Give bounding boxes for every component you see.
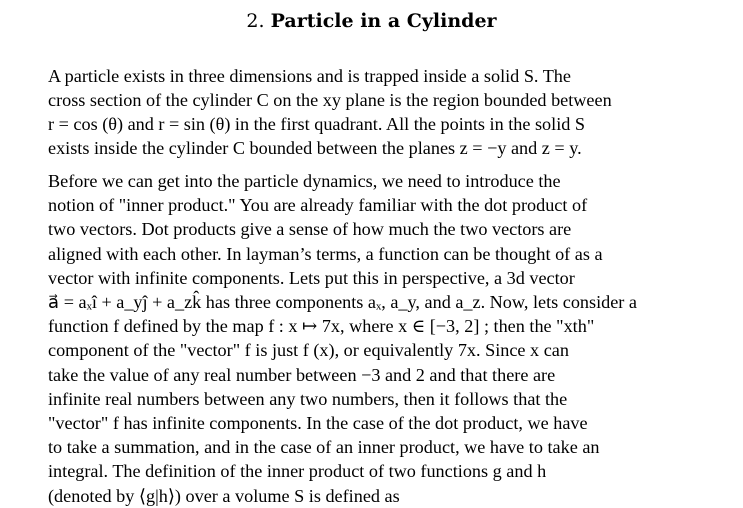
- text-line: infinite real numbers between any two numbers, then it follows that the: [48, 388, 568, 409]
- text-line: function f defined by the map f : x ↦ 7x, where x ∈ [−3, 2] ; then the "xth": [48, 316, 595, 337]
- text-line: two vectors. Dot products give a sense of how much the two vectors are: [48, 219, 572, 240]
- text-line: aligned with each other. In layman’s terms, a function can be thought of as a: [48, 243, 603, 264]
- text-line: (denoted by ⟨g|h⟩) over a volume S is defined as: [48, 485, 400, 506]
- text-line: r = cos (θ) and r = sin (θ) in the first quadrant. All the points in the solid S: [48, 114, 586, 134]
- section-title: Particle in a Cylinder: [270, 10, 497, 32]
- text-line: a⃗ = aₓî + a_yĵ + a_zk̂ has three components aₓ, a_y, and a_z. Now, lets consider a: [48, 292, 637, 313]
- text-line: notion of "inner product." You are already familiar with the dot product of: [48, 195, 588, 216]
- inner-product-paragraph: [48, 169, 712, 508]
- intro-paragraph: [48, 64, 712, 160]
- text-line: A particle exists in three dimensions and is trapped inside a solid S. The: [48, 66, 571, 86]
- text-line: cross section of the cylinder C on the xy plane is the region bounded between: [48, 90, 612, 110]
- text-line: to take a summation, and in the case of an inner product, we have to take an: [48, 437, 600, 458]
- text-line: vector with infinite components. Lets put this in perspective, a 3d vector: [48, 267, 575, 288]
- text-line: "vector" f has infinite components. In the case of the dot product, we have: [48, 413, 588, 434]
- section-heading: [0, 9, 743, 33]
- section-number: 2.: [246, 10, 265, 32]
- text-line: Before we can get into the particle dynamics, we need to introduce the: [48, 171, 561, 191]
- text-line: integral. The definition of the inner product of two functions g and h: [48, 461, 547, 482]
- text-line: component of the "vector" f is just f (x), or equivalently 7x. Since x can: [48, 340, 569, 361]
- text-line: exists inside the cylinder C bounded between the planes z = −y and z = y.: [48, 138, 582, 158]
- text-line: take the value of any real number between −3 and 2 and that there are: [48, 364, 556, 385]
